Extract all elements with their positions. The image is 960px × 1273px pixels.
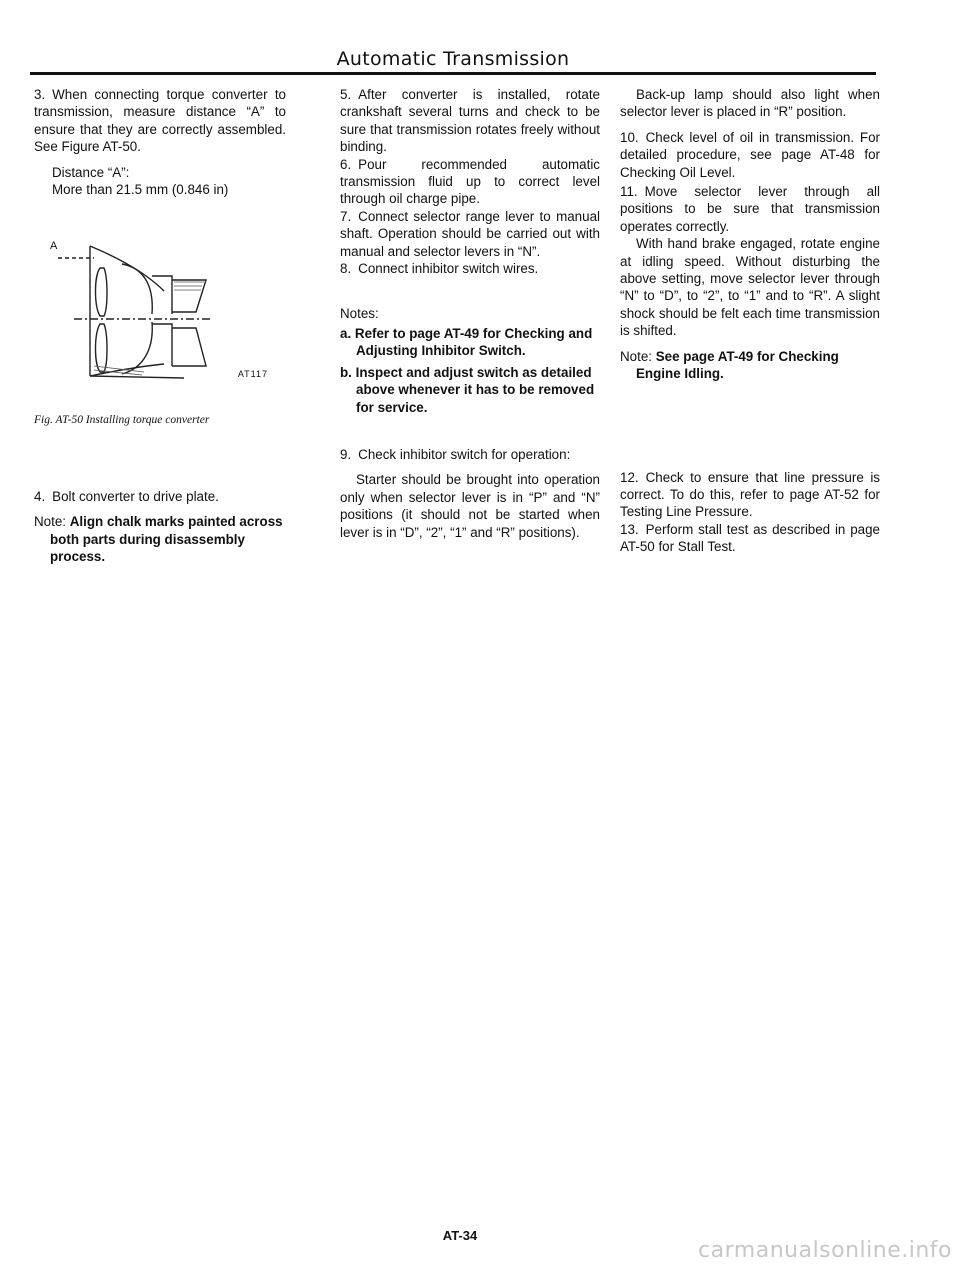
note-b: b. Inspect and adjust switch as detailed above whenever it has to be removed for service. xyxy=(340,364,595,415)
step-9: 9. Check inhibitor switch for operation: xyxy=(340,446,571,462)
watermark: carmanualsonline.info xyxy=(698,1238,952,1263)
column-3 xyxy=(620,86,880,564)
column-1 xyxy=(34,86,286,573)
step-8: 8. Connect inhibitor switch wires. xyxy=(340,261,539,277)
step-12: 12. Check to ensure that line pressure is correct. To do this, refer to page AT-52 for Testing Line Pressure. xyxy=(620,469,880,520)
note-engine-idling: Note: See page AT-49 for Checking Engine Idling. xyxy=(620,348,839,382)
step-11-detail: With hand brake engaged, rotate engine at idling speed. Without disturbing the above setting, move selector lever through “N” to “D”, to “2”, to “1” and to “R”. A slight shock should be felt each time transmission is shifted. xyxy=(620,236,880,339)
torque-converter-figure xyxy=(34,216,286,396)
note-chalk-marks: Note: Align chalk marks painted across both parts during disassembly process. xyxy=(34,514,283,565)
step-5: 5. After converter is installed, rotate crankshaft several turns and check to be sure that transmission rotates freely without binding. xyxy=(340,87,600,155)
backup-lamp-text: Back-up lamp should also light when selector lever is placed in “R” position. xyxy=(620,87,880,120)
step-3: 3. When connecting torque converter to transmission, measure distance “A” to ensure that they are correctly assembled. See Figure AT-50. xyxy=(34,87,286,155)
step-7: 7. Connect selector range lever to manual shaft. Operation should be carried out with manual and selector levers in “N”. xyxy=(340,208,600,259)
column-2 xyxy=(340,86,600,549)
step-9-detail: Starter should be brought into operation only when selector lever is in “P” and “N” positions (it should not be started when lever is in “D”, “2”, “1” and “R” positions). xyxy=(340,472,600,540)
step-10: 10. Check level of oil in transmission. For detailed procedure, see page AT-48 for Checking Oil Level. xyxy=(620,129,880,180)
step-4: 4. Bolt converter to drive plate. xyxy=(34,488,219,504)
step-6: 6. Pour recommended automatic transmission fluid up to correct level through oil charge pipe. xyxy=(340,156,600,207)
figure-label-a: A xyxy=(50,240,58,253)
figure-code: AT117 xyxy=(237,369,268,380)
step-13: 13. Perform stall test as described in page AT-50 for Stall Test. xyxy=(620,521,880,555)
page-number: AT-34 xyxy=(442,1228,478,1243)
page-header: Automatic Transmission xyxy=(336,48,570,70)
figure-caption: Fig. AT-50 Installing torque converter xyxy=(34,414,210,427)
distance-spec: Distance “A”: More than 21.5 mm (0.846 in) xyxy=(52,164,229,198)
note-a: a. Refer to page AT-49 for Checking and Adjusting Inhibitor Switch. xyxy=(340,325,593,359)
header-rule xyxy=(30,72,876,75)
notes-label: Notes: xyxy=(340,306,379,322)
step-11: 11. Move selector lever through all positions to be sure that transmission operates correctly. xyxy=(620,184,880,234)
